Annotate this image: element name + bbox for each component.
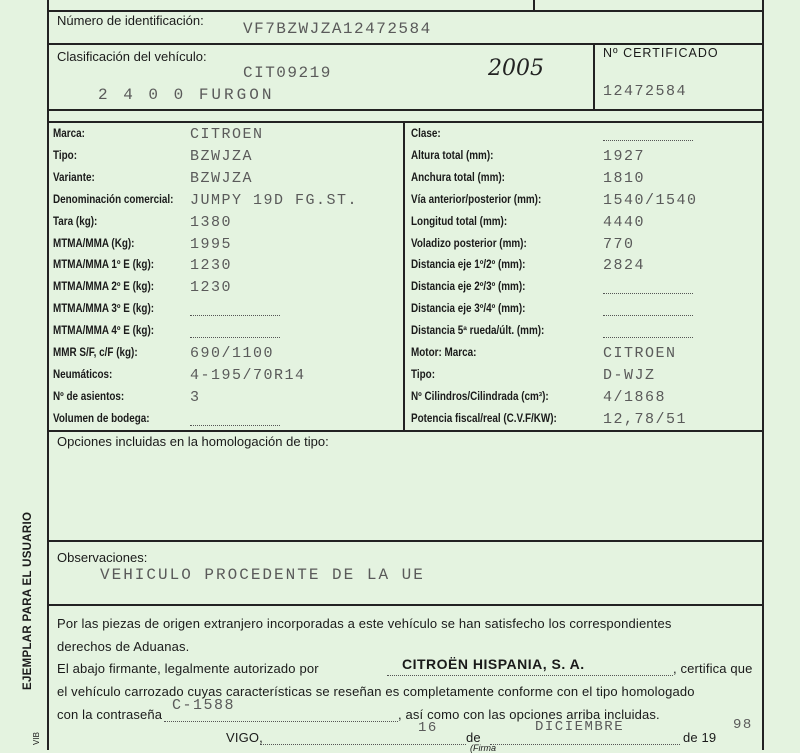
- right-value: 1540/1540: [603, 191, 698, 209]
- clasificacion-line2: 2 4 0 0 FURGON: [98, 86, 275, 104]
- left-label: MTMA/MMA 2º E (kg):: [53, 281, 155, 294]
- right-label: Clase:: [411, 128, 441, 140]
- company-name: CITROËN HISPANIA, S. A.: [402, 656, 585, 672]
- contrasena-value: C-1588: [172, 697, 236, 714]
- right-label: Distancia eje 1º/2º (mm):: [411, 259, 526, 272]
- firmante-post: , certifica que: [673, 661, 753, 676]
- right-border: [762, 0, 764, 750]
- cert-divider: [593, 43, 595, 109]
- right-label: Vía anterior/posterior (mm):: [411, 193, 542, 206]
- left-value: BZWJZA: [190, 169, 254, 187]
- left-label: MTMA/MMA 1º E (kg):: [53, 259, 155, 272]
- left-label: MTMA/MMA 4º E (kg):: [53, 325, 155, 338]
- right-label: Distancia eje 2º/3º (mm):: [411, 281, 526, 294]
- hline-fields: [47, 430, 763, 432]
- left-value: 1995: [190, 235, 233, 253]
- month-dotline: [490, 744, 680, 745]
- left-label: Variante:: [53, 171, 95, 184]
- month: DICIEMBRE: [535, 719, 625, 735]
- left-empty-dots: [190, 337, 280, 338]
- left-value: 3: [190, 388, 201, 406]
- right-label: Anchura total (mm):: [411, 171, 505, 184]
- left-label: Marca:: [53, 128, 85, 140]
- left-label: Nº de asientos:: [53, 390, 125, 403]
- right-label: Longitud total (mm):: [411, 215, 508, 228]
- right-value: 2824: [603, 257, 646, 275]
- certificado-label: Nº CERTIFICADO: [603, 46, 719, 60]
- left-value: 690/1100: [190, 345, 275, 362]
- right-label: Distancia eje 3º/4º (mm):: [411, 303, 526, 316]
- left-empty-dots: [190, 315, 280, 316]
- year: 98: [733, 717, 753, 733]
- left-value: 1380: [190, 213, 233, 231]
- left-value: 1230: [190, 257, 233, 275]
- right-label: Voladizo posterior (mm):: [411, 237, 527, 250]
- right-label: Motor: Marca:: [411, 347, 477, 359]
- left-empty-dots: [190, 425, 280, 426]
- left-label: Tara (kg):: [53, 215, 98, 228]
- left-label: Neumáticos:: [53, 368, 113, 381]
- certificado-value: 12472584: [603, 83, 688, 100]
- right-empty-dots: [603, 140, 693, 141]
- observaciones-label: Observaciones:: [57, 550, 148, 565]
- left-value: 1230: [190, 279, 233, 297]
- company-dotline: [387, 675, 673, 676]
- right-label: Altura total (mm):: [411, 149, 494, 162]
- hline-class: [47, 109, 763, 111]
- left-label: MTMA/MMA (Kg):: [53, 237, 135, 250]
- left-label: Volumen de bodega:: [53, 412, 150, 425]
- identificacion-label: Número de identificación:: [57, 13, 204, 28]
- right-label: Potencia fiscal/real (C.V.F/KW):: [411, 412, 557, 425]
- day: 16: [418, 720, 438, 736]
- right-empty-dots: [603, 293, 693, 294]
- right-empty-dots: [603, 337, 693, 338]
- right-value: 1927: [603, 147, 646, 165]
- right-value: 4/1868: [603, 388, 667, 406]
- right-label: Distancia 5ª rueda/últ. (mm):: [411, 325, 545, 338]
- handwritten-year: 2005: [488, 56, 544, 81]
- day-dotline: [260, 744, 466, 745]
- left-value: JUMPY 19D FG.ST.: [190, 191, 359, 209]
- de1: de: [466, 730, 481, 745]
- right-label: Nº Cilindros/Cilindrada (cm³):: [411, 390, 549, 403]
- hline-observaciones: [47, 604, 763, 606]
- right-value: CITROEN: [603, 345, 677, 362]
- left-label: Tipo:: [53, 149, 77, 162]
- hline-top: [47, 10, 763, 12]
- identificacion-value: VF7BZWJZA12472584: [243, 20, 432, 38]
- left-label: Denominación comercial:: [53, 193, 174, 206]
- right-value: 770: [603, 235, 635, 253]
- de2: de 19: [683, 730, 717, 745]
- right-empty-dots: [603, 315, 693, 316]
- clasificacion-line1: CIT09219: [243, 64, 332, 82]
- left-label: MTMA/MMA 3º E (kg):: [53, 303, 155, 316]
- aduanas-line1: Por las piezas de origen extranjero incorporadas a este vehículo se han satisfecho los correspondientes: [57, 616, 672, 631]
- right-value: 1810: [603, 169, 646, 187]
- contrasena-dotline: [164, 721, 398, 722]
- left-value: CITROEN: [190, 126, 264, 143]
- left-label: MMR S/F, c/F (kg):: [53, 347, 138, 359]
- conforme-line: el vehículo carrozado cuyas características se reseñan es completamente conforme con el tipo homologado: [57, 684, 695, 699]
- right-value: D-WJZ: [603, 366, 656, 384]
- hline-class2: [47, 121, 763, 123]
- right-value: 12,78/51: [603, 410, 688, 428]
- firma-label: (Firma: [470, 743, 496, 753]
- left-value: 4-195/70R14: [190, 366, 306, 384]
- city: VIGO,: [226, 730, 263, 745]
- observaciones-value: VEHICULO PROCEDENTE DE LA UE: [100, 566, 425, 584]
- hline-opciones: [47, 540, 763, 542]
- top-divider: [533, 0, 535, 10]
- aduanas-line2: derechos de Aduanas.: [57, 639, 190, 654]
- contrasena-post: , así como con las opciones arriba incluidas.: [398, 707, 660, 722]
- right-label: Tipo:: [411, 368, 435, 381]
- firmante-pre: El abajo firmante, legalmente autorizado por: [57, 661, 319, 676]
- hline-ident: [47, 43, 763, 45]
- clasificacion-label: Clasificación del vehículo:: [57, 49, 207, 64]
- contrasena-pre: con la contraseña: [57, 707, 163, 722]
- opciones-label: Opciones incluidas en la homologación de tipo:: [57, 434, 329, 449]
- right-value: 4440: [603, 213, 646, 231]
- corner-code: VIB: [31, 732, 41, 745]
- fields-divider: [403, 121, 405, 430]
- left-border: [47, 0, 49, 750]
- left-value: BZWJZA: [190, 147, 254, 165]
- side-label: EJEMPLAR PARA EL USUARIO: [22, 511, 34, 690]
